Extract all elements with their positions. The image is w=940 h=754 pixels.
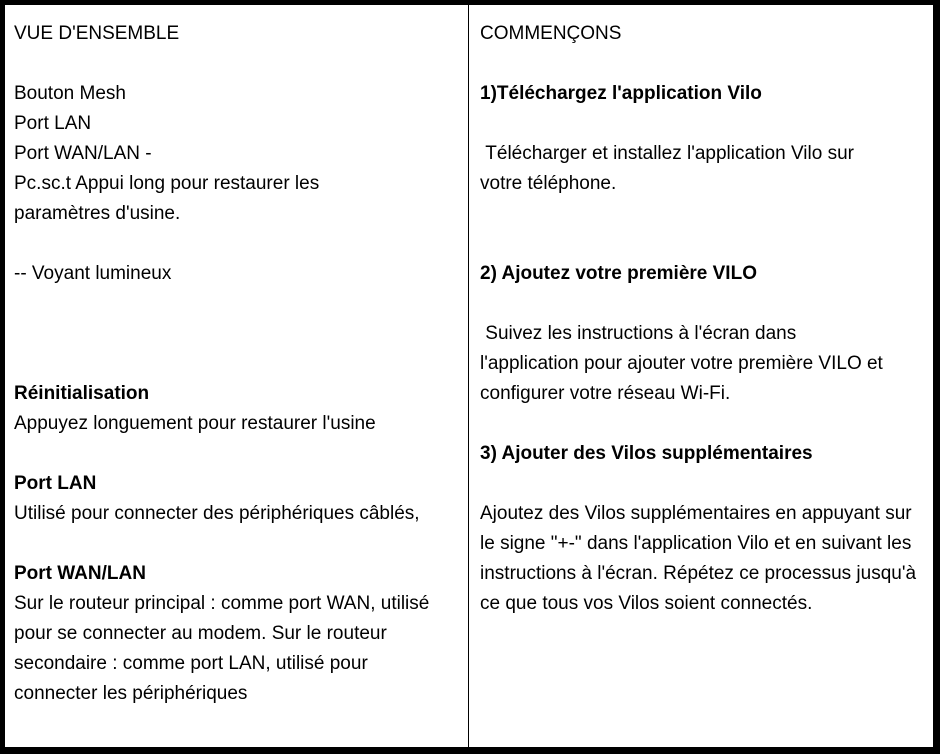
- overview-header: VUE D'ENSEMBLE: [14, 23, 180, 44]
- step-3-text: Ajoutez des Vilos supplémentaires en appuyant sur le signe "+-" dans l'application Vilo et en suivant les instructions à l'écran. Répétez ce processus jusqu'à ce que tous vos Vilos soient connectés.: [480, 503, 917, 614]
- getting-started-header: COMMENÇONS: [480, 23, 622, 44]
- section-lan-text: Utilisé pour connecter des périphériques câblés,: [14, 503, 420, 524]
- step-2-title: 2) Ajoutez votre première VILO: [480, 263, 757, 284]
- section-reset-text: Appuyez longuement pour restaurer l'usine: [14, 413, 376, 434]
- overview-item-led: -- Voyant lumineux: [14, 263, 172, 284]
- getting-started-column: [469, 5, 933, 747]
- step-1-text: Télécharger et installez l'application Vilo sur votre téléphone.: [480, 143, 860, 194]
- section-wan-lan-text: Sur le routeur principal : comme port WAN, utilisé pour se connecter au modem. Sur le routeur secondaire : comme port LAN, utilisé pour connecter les périphériques: [14, 593, 430, 704]
- step-2-text: Suivez les instructions à l'écran dans l'application pour ajouter votre première VILO et configurer votre réseau Wi-Fi.: [480, 323, 889, 404]
- overview-item-wan-lan-port: Port WAN/LAN -: [14, 143, 152, 164]
- overview-item-reset: Pc.sc.t Appui long pour restaurer les paramètres d'usine.: [14, 173, 320, 224]
- overview-item-mesh-button: Bouton Mesh: [14, 83, 126, 104]
- overview-item-lan-port: Port LAN: [14, 113, 92, 134]
- section-wan-lan-title: Port WAN/LAN: [14, 563, 146, 584]
- overview-column: [5, 5, 469, 747]
- section-reset-title: Réinitialisation: [14, 383, 150, 404]
- step-1-title: 1)Téléchargez l'application Vilo: [480, 83, 762, 104]
- step-3-title: 3) Ajouter des Vilos supplémentaires: [480, 443, 813, 464]
- section-lan-title: Port LAN: [14, 473, 97, 494]
- quick-start-table: [4, 4, 934, 748]
